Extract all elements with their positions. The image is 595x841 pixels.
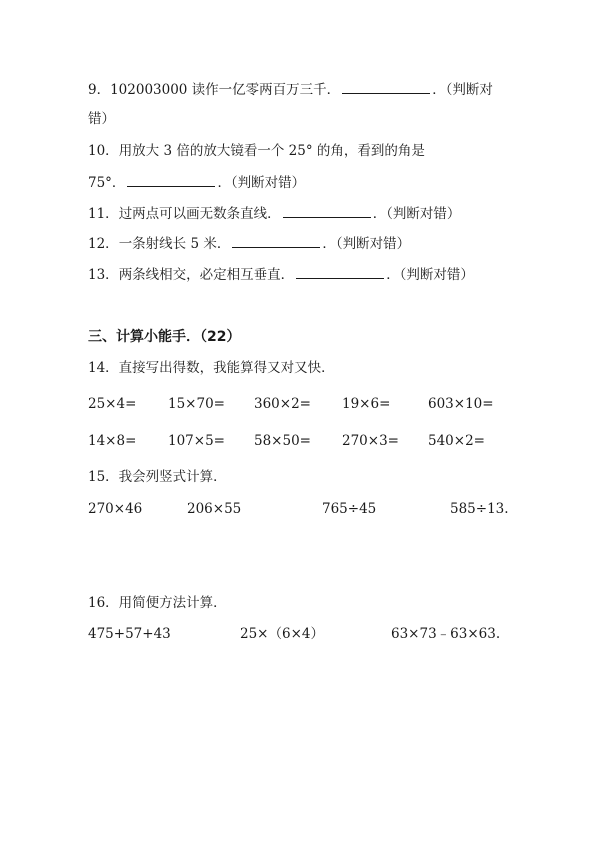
question-9-continuation: 错） (88, 111, 115, 127)
question-9-number: 9． (88, 82, 111, 98)
question-12-text: 一条射线长 5 米． (118, 236, 231, 252)
q14-expr: 603×10= (428, 396, 494, 412)
question-10 (88, 141, 425, 161)
q14-expr: 58×50= (254, 433, 311, 449)
question-11-suffix: ．（判断对错） (372, 206, 461, 222)
answer-blank-9[interactable] (342, 79, 430, 94)
question-12-number: 12． (88, 236, 119, 252)
q14-expr: 14×8= (88, 433, 137, 449)
question-11-text: 过两点可以画无数条直线． (118, 206, 281, 222)
question-10-continuation (88, 172, 305, 193)
section-3-heading: 三、计算小能手．（22） (88, 329, 241, 345)
q15-expr: 765÷45 (322, 501, 377, 517)
answer-blank-11[interactable] (283, 203, 371, 218)
q15-expr: 206×55 (187, 501, 242, 517)
q15-expr: 270×46 (88, 501, 143, 517)
question-9 (88, 79, 493, 100)
question-14-title: 14．直接写出得数，我能算得又对又快． (88, 360, 335, 376)
q16-expr: 25×（6×4） (240, 626, 324, 642)
question-11-number: 11． (88, 206, 119, 222)
question-9-suffix: ．（判断对 (432, 82, 493, 98)
question-10-number: 10． (88, 143, 119, 159)
question-16-title: 16．用简便方法计算． (88, 595, 227, 611)
q14-expr: 270×3= (342, 433, 399, 449)
q14-expr: 19×6= (342, 396, 391, 412)
question-13-suffix: ．（判断对错） (386, 267, 474, 283)
question-13 (88, 264, 474, 285)
q15-expr: 585÷13. (450, 501, 509, 517)
question-10-cont-text: 75°． (88, 175, 126, 191)
question-10-text: 用放大 3 倍的放大镜看一个 25° 的角，看到的角是 (118, 143, 425, 159)
question-13-text: 两条线相交，必定相互垂直． (118, 267, 295, 283)
answer-blank-10[interactable] (127, 172, 215, 187)
q14-expr: 540×2= (428, 433, 485, 449)
q16-expr: 63×73﹣63×63. (391, 626, 501, 642)
answer-blank-12[interactable] (232, 233, 320, 248)
question-10-suffix: ．（判断对错） (217, 175, 306, 191)
q14-expr: 107×5= (168, 433, 225, 449)
q14-expr: 25×4= (88, 396, 137, 412)
q14-expr: 15×70= (168, 396, 225, 412)
question-15-title: 15．我会列竖式计算． (88, 469, 227, 485)
q14-expr: 360×2= (254, 396, 311, 412)
question-11 (88, 203, 460, 224)
question-9-text: 102003000 读作一亿零两百万三千． (110, 82, 341, 98)
question-13-number: 13． (88, 267, 119, 283)
answer-blank-13[interactable] (296, 264, 384, 279)
question-12-suffix: ．（判断对错） (322, 236, 411, 252)
q16-expr: 475+57+43 (88, 626, 171, 642)
question-12 (88, 233, 410, 254)
